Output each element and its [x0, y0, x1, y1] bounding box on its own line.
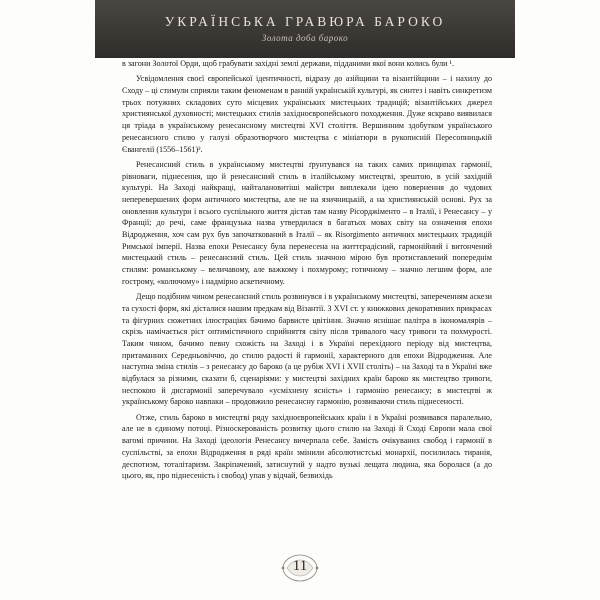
running-subtitle: Золота доба бароко [261, 33, 349, 43]
running-title: УКРАЇНСЬКА ГРАВЮРА БАРОКО [164, 14, 446, 29]
page-number-block [279, 553, 321, 583]
paragraph: Отже, стиль бароко в мистецтві ряду західноєвропейських країн і в Україні розвивався паралельно, але не в єдиному потоці. Різноскерованість розвитку цього стилю на Заході й Сході Європи мала свої вагомі причини. На Заході ідеологія Ренесансу вичерпала себе. Замість очікуваних свобод і гармонії в суспільстві, за епохи Відродження в ряді країн змінили абсолютистські монархії, посилилась тиранія, деспотизм, тоталітаризм. Закріпачений, затиснутий у надто вузькі лещата людина, яка боролася (а до цього, як, про піднесеність і свобод) упав у відчай, безвихідь [122, 412, 492, 481]
body-text [122, 58, 492, 482]
running-header [95, 0, 515, 58]
paragraph: Ренесансний стиль в українському мистецтві ґрунтувався на таких самих принципах гармонії, рівноваги, піднесення, що й ренесансний стиль в італійському мистецтві, зрештою, в усій західній культурі. На Заході найкращі, найталановитіші майстри виплекали ідею повернення до чудових неперевершених форм античного мистецтва, але не на язичницькій, а на християнській основі. Рух за оновлення культури і всього суспільного життя дістав там назву Рісорджіменто – в Італії, і Ренесансу – у Франції; до речі, саме французька назва утвердилася в багатьох мовах світу на означення епохи Відродження, хоч сам рух був започаткований в Італії – як Risorgimento античних мистецьких традицій Римської імперії. Назва епохи Ренесансу була перенесена на життєрадісний, гармонійний і витончений мистецький стиль – ренесансний стиль. Цей стиль значною мірою був протиставлений попереднім стилям: романському – величавому, але важкому і похмурому; готичному – значно легшим форм, але гострому, «колючому» і надмірно аскетичному. [122, 159, 492, 286]
paragraph: в загони Золотої Орди, щоб грабувати західні землі держави, підданими якої вони колись були ¹. [122, 59, 454, 68]
page-number: 11 [292, 558, 308, 574]
paragraph: Усвідомлення своєї європейської ідентичності, відразу до азійщини та візантійщини – і нахилу до Сходу – ці стимули сприяли таким феноменам в ранній українській культурі, як синтез і навіть синкретизм трьох потужних складових суто місцевих українських мистецьких традицій; візантійських джерел християнської духовності; мистецьких стилів західноєвропейського походження. Дуже яскраво виявилася ця тріада в українському ренесансному мистецтві XVI століття. Вершинним здобутком українського ренесансного стилю у галузі образотворчого мистецтва є мініатюри в рукописній Пересопницькій Євангелії (1556–1561)². [122, 74, 492, 154]
paragraph: Дещо подібним чином ренесансний стиль розвинувся і в українському мистецтві, запереченням аскези та сухості форм, які дісталися нашим предкам від Візантії. З XVI ст. у книжкових декоративних прикрасах та фігурних сюжетних ілюстраціях бачимо барвисте цвітіння. Значно яснішає палітра в ікономалярів – скрізь намічається ріст оптимістичного сприйняття світу після тривалого часу тривоги та похмурості. Таким чином, бачимо певну схожість на Заході і в Україні перехідного періоду від мистецтва, притаманних Середньовіччю, до стилю радості й гармонії, характерного для епохи Відродження. Але наступна зміна стилів – з ренесансу до бароко (а це рубіж XVI і XVII століть) – на Заході та в Україні вже відбулася за різними, сказати б, сценаріями: у мистецтві західних країн бароко як мистецтво тривоги, неспокою й дисгармонії заперечувало «усміхнену ясність» і гармонію ренесансу; в мистецтві ж українському бароко навпаки – продовжило ренесансну гармонію, розвиваючи стиль піднесеності. [122, 292, 492, 407]
